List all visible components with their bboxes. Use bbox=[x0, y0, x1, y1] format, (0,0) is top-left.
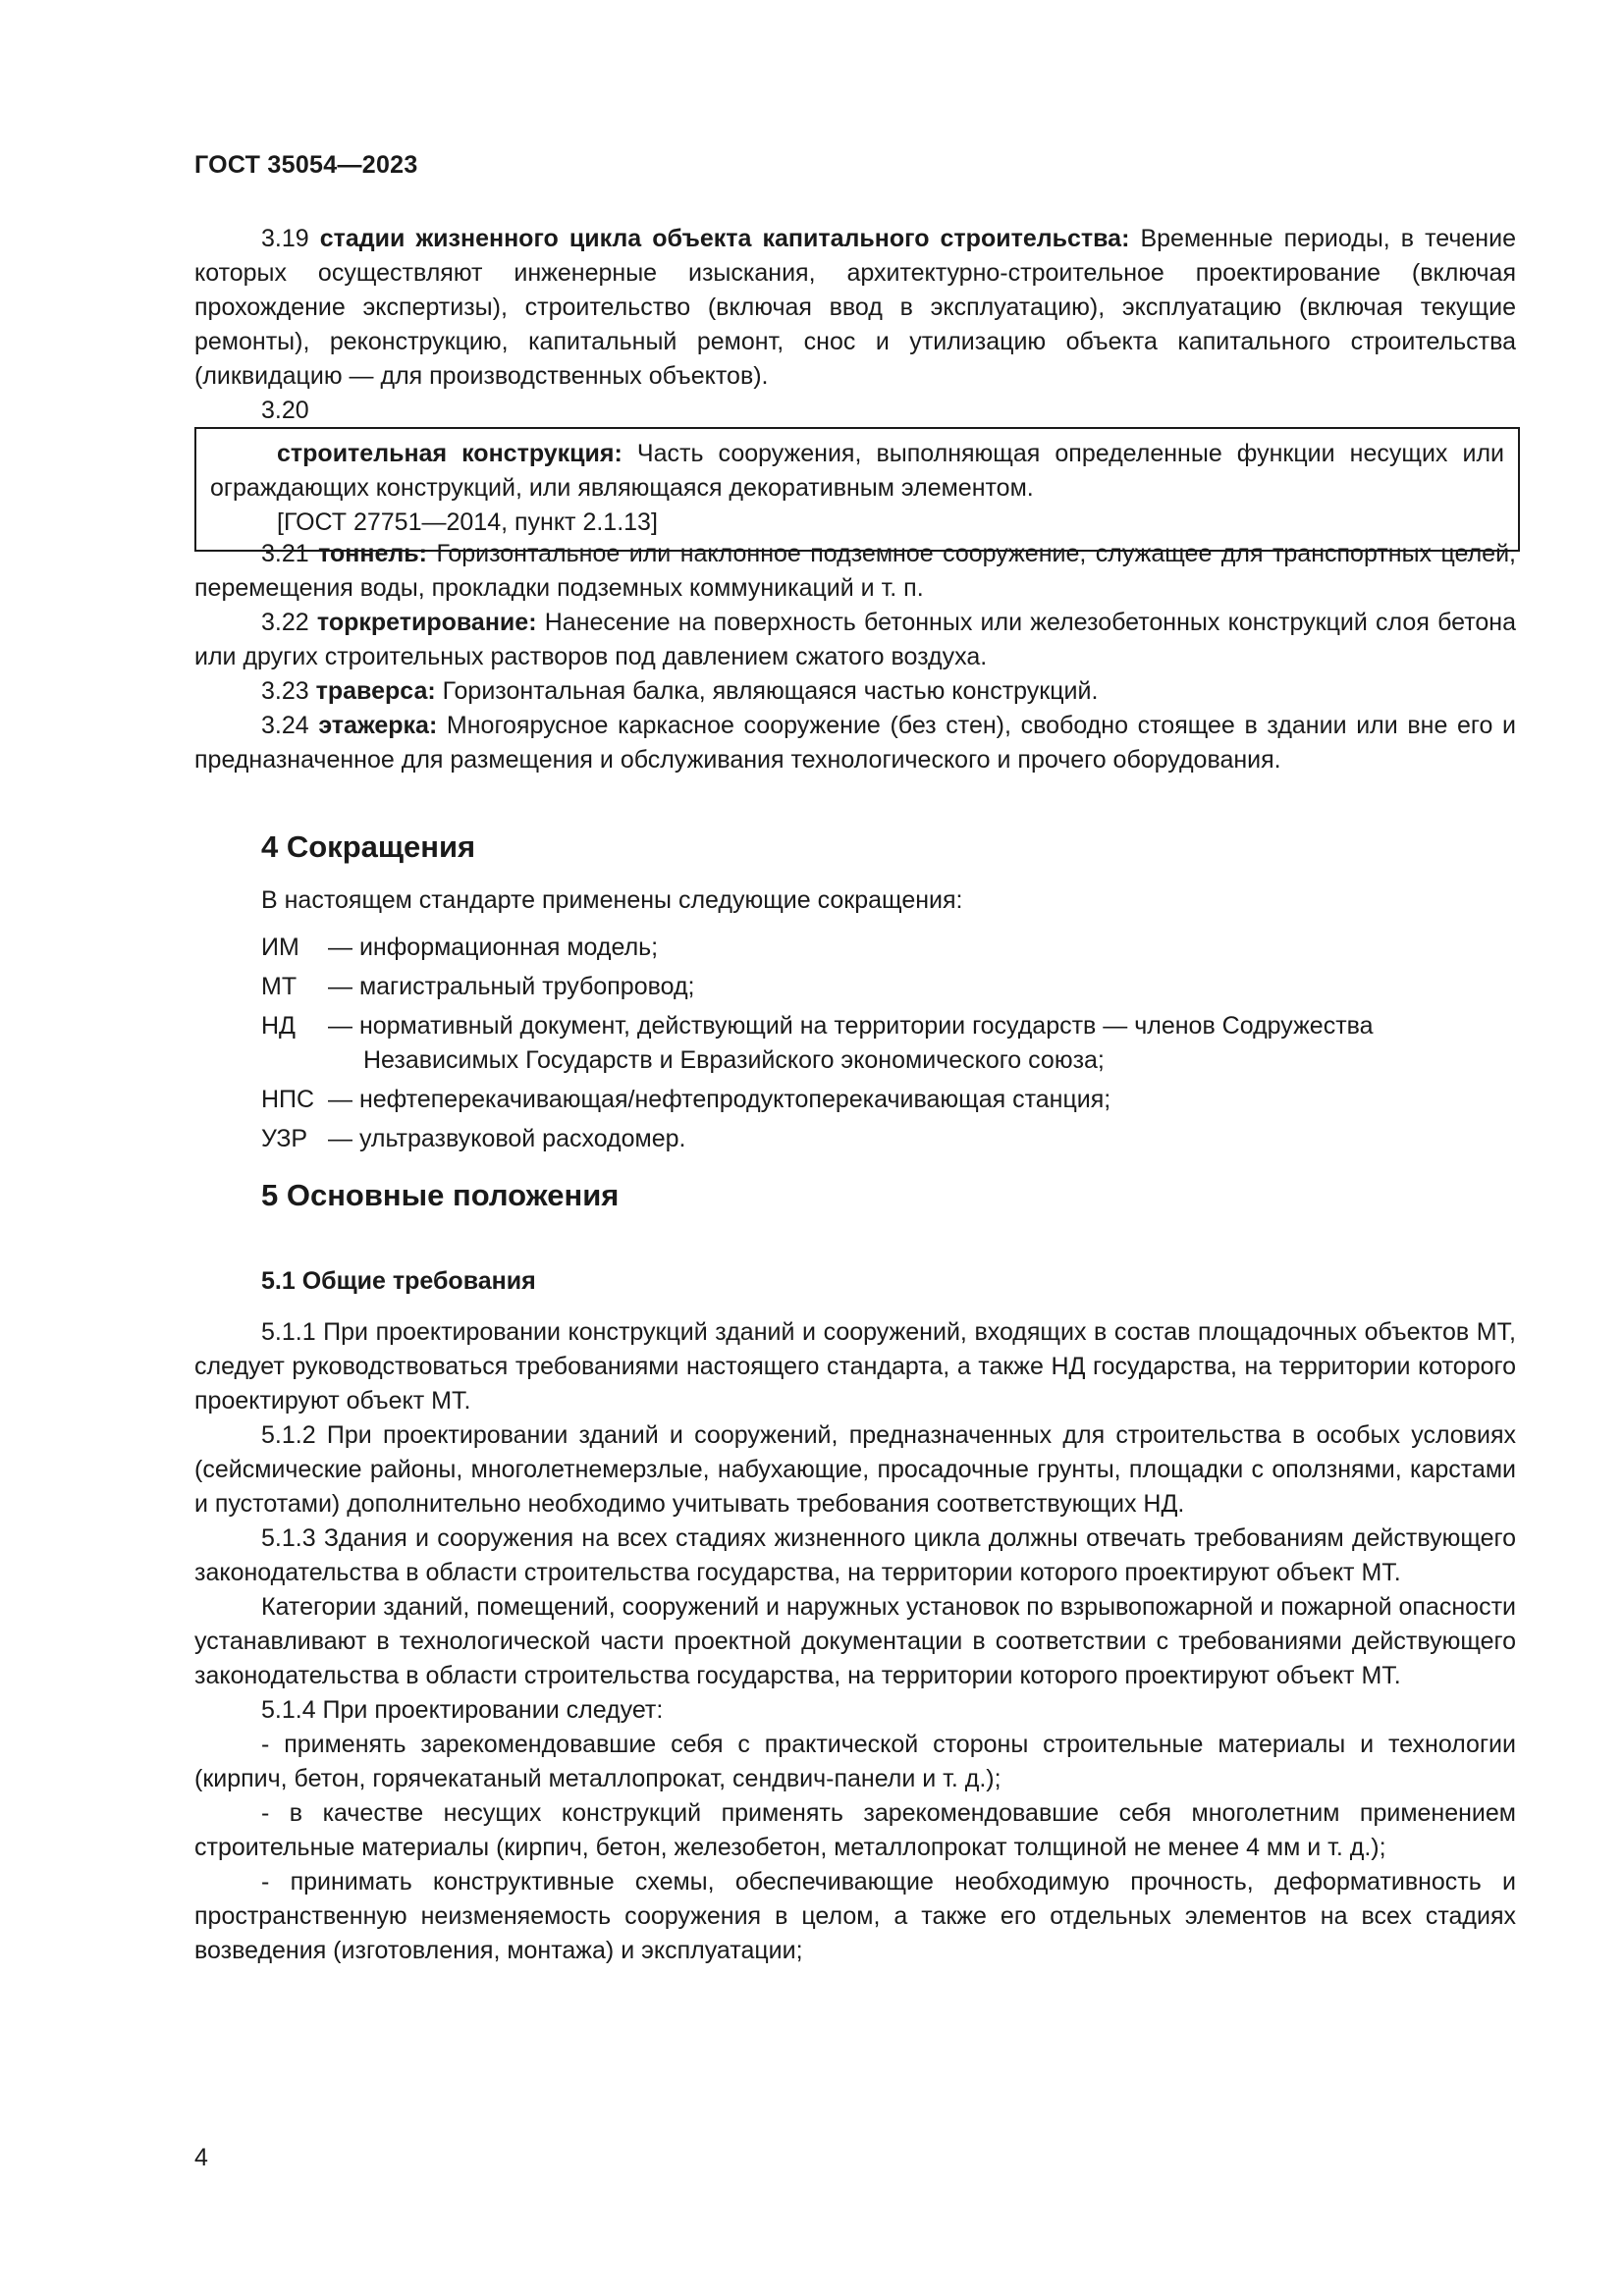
paragraph: Категории зданий, помещений, сооружений и наружных установок по взрывопожарной и пожарной опасности устанавливают в технологической части проектной документации в соответствии с требованиями действующего законодательства в области строительства государства, на территории которого проектируют объект МТ. bbox=[194, 1593, 1516, 1689]
clause-number: 3.19 bbox=[261, 225, 309, 252]
clause-3-21: 3.21 тоннель: Горизонтальное или наклонное подземное сооружение, служащее для транспортных целей, перемещения воды, прокладки подземных коммуникаций и т. п. bbox=[194, 540, 1516, 602]
definition-box bbox=[194, 427, 1520, 552]
abbreviation-item: МТ — магистральный трубопровод; bbox=[261, 973, 695, 1000]
subsection-5-1-title: 5.1 Общие требования bbox=[261, 1267, 536, 1295]
abbreviations-list bbox=[261, 931, 1516, 1156]
definition-reference: [ГОСТ 27751—2014, пункт 2.1.13] bbox=[277, 508, 658, 536]
abbreviations-intro: В настоящем стандарте применены следующие сокращения: bbox=[261, 886, 963, 914]
page-number: 4 bbox=[194, 2144, 208, 2171]
clause-number: 3.20 bbox=[261, 397, 309, 424]
section-4-title: 4 Сокращения bbox=[261, 829, 476, 864]
abbreviation-item-continuation: Независимых Государств и Евразийского экономического союза; bbox=[363, 1046, 1105, 1074]
clause-3-22: 3.22 торкретирование: Нанесение на поверхность бетонных или железобетонных конструкций слоя бетона или других строительных растворов под давлением сжатого воздуха. bbox=[194, 609, 1516, 670]
abbreviation-item: НПС — нефтеперекачивающая/нефтепродуктоперекачивающая станция; bbox=[261, 1086, 1111, 1113]
list-item: - в качестве несущих конструкций применять зарекомендовавшие себя многолетним применением строительные материалы (кирпич, бетон, железобетон, металлопрокат толщиной не менее 4 мм и т. д.); bbox=[194, 1799, 1516, 1861]
clause-3-23: 3.23 траверса: Горизонтальная балка, являющаяся частью конструкций. bbox=[261, 677, 1099, 705]
clause-3-19 bbox=[194, 222, 1516, 428]
list-item: - принимать конструктивные схемы, обеспечивающие необходимую прочность, деформативность и пространственную неизменяемость сооружения в целом, а также его отдельных элементов на всех стадиях возведения (изготовления, монтажа) и эксплуатации; bbox=[194, 1868, 1516, 1964]
document-header: ГОСТ 35054—2023 bbox=[194, 151, 418, 179]
paragraph: 5.1.4 При проектировании следует: bbox=[261, 1696, 664, 1724]
section-5-title: 5 Основные положения bbox=[261, 1178, 620, 1212]
clauses-3-21-to-3-24 bbox=[194, 537, 1516, 777]
clause-3-24: 3.24 этажерка: Многоярусное каркасное сооружение (без стен), свободно стоящее в здании или вне его и предназначенное для размещения и обслуживания технологического и прочего оборудования. bbox=[194, 712, 1516, 774]
paragraph: 5.1.3 Здания и сооружения на всех стадиях жизненного цикла должны отвечать требованиям действующего законодательства в области строительства государства, на территории которого проектируют объект МТ. bbox=[194, 1524, 1516, 1586]
definition-text: Часть сооружения, выполняющая определенные функции несущих или ограждающих конструкций, или являющаяся декоративным элементом. bbox=[210, 440, 1504, 502]
abbreviation-item: УЗР — ультразвуковой расходомер. bbox=[261, 1125, 686, 1152]
clause-term: стадии жизненного цикла объекта капитального строительства: bbox=[319, 225, 1130, 252]
abbreviation-item: ИМ — информационная модель; bbox=[261, 934, 659, 961]
section-5-body bbox=[194, 1315, 1516, 1968]
definition-term: строительная конструкция: bbox=[277, 440, 623, 467]
clause-text: Временные периоды, в течение которых осуществляют инженерные изыскания, архитектурно-строительное проектирование (включая прохождение экспертизы), строительство (включая ввод в эксплуатацию), эксплуатацию (включая текущие ремонты), реконструкцию, капитальный ремонт, снос и утилизацию объекта капитального строительства (ликвидацию — для производственных объектов). bbox=[194, 225, 1516, 390]
abbreviation-item: НД — нормативный документ, действующий на территории государств — членов Содружества bbox=[261, 1012, 1374, 1040]
paragraph: 5.1.1 При проектировании конструкций зданий и сооружений, входящих в состав площадочных объектов МТ, следует руководствоваться требованиями настоящего стандарта, а также НД государства, на территории которого проектируют объект МТ. bbox=[194, 1318, 1516, 1415]
list-item: - применять зарекомендовавшие себя с практической стороны строительные материалы и технологии (кирпич, бетон, горячекатаный металлопрокат, сендвич-панели и т. д.); bbox=[194, 1731, 1516, 1792]
paragraph: 5.1.2 При проектировании зданий и сооружений, предназначенных для строительства в особых условиях (сейсмические районы, многолетнемерзлые, набухающие, просадочные грунты, площадки с оползнями, карстами и пустотами) дополнительно необходимо учитывать требования соответствующих НД. bbox=[194, 1421, 1516, 1518]
